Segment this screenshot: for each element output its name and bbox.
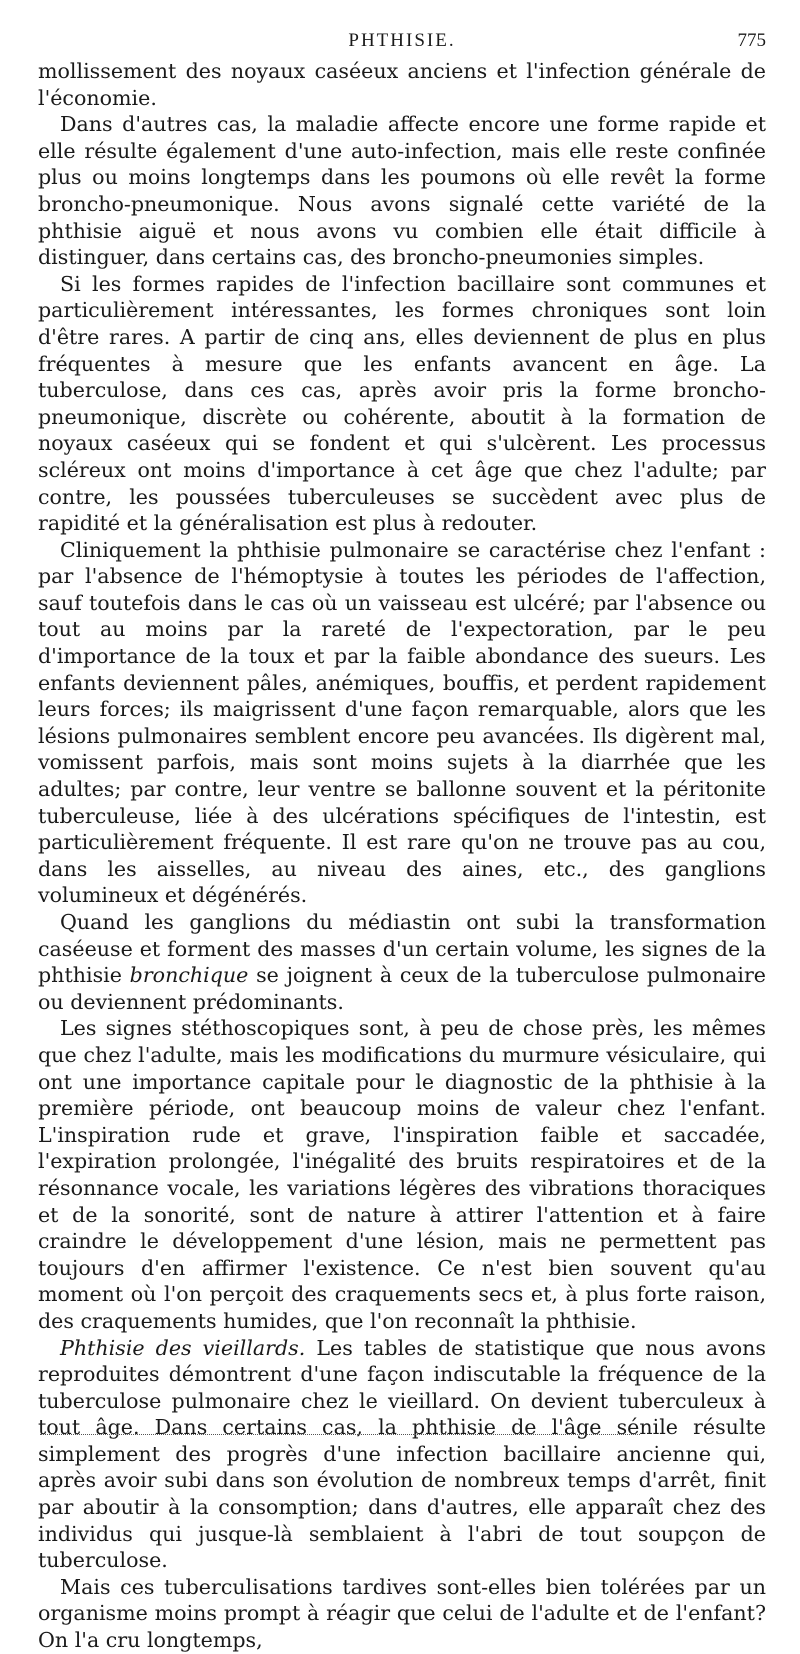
paragraph-clinical-signs: Cliniquement la phthisie pulmonaire se caractérise chez l'enfant : par l'absence de l'hémoptysie à toutes les périodes de l'affection, sauf toutefois dans le cas où un vaisseau est ulcéré; par l'absence ou tout au moins par la rareté de l'expectoration, par le peu d'importance de la toux et par la faible abondance des sueurs. Les enfants deviennent pâles, anémiques, bouffis, et perdent rapidement leurs forces; ils maigrissent d'une façon remarquable, alors que les lésions pulmonaires semblent encore peu avancées. Ils digèrent mal, vomissent parfois, mais sont moins sujets à la diarrhée que les adultes; par contre, leur ventre se ballonne souvent et la péritonite tuberculeuse, liée à des ulcérations spécifiques de l'intestin, est particulièrement fréquente. Il est rare qu'on ne trouve pas au cou, dans les aisselles, au niveau des aines, etc., des ganglions volumineux et dégénérés. xyxy=(38,537,766,908)
paragraph-text: se joignent à ceux de la tuberculose pulmonaire ou deviennent prédominants. xyxy=(38,963,766,1014)
running-title: PHTHISIE. xyxy=(348,30,456,51)
paragraph-late-tuberculosis: Mais ces tuberculisations tardives sont-elles bien tolérées par un organisme moins prompt à réagir que celui de l'adulte et de l'enfant? On l'a cru longtemps, xyxy=(38,1574,766,1653)
paragraph-continuation: mollissement des noyaux caséeux anciens et l'infection générale de l'économie. xyxy=(38,59,766,110)
paragraph-chronic-forms: Si les formes rapides de l'infection bacillaire sont communes et particulièrement intéressantes, les formes chroniques sont loin d'être rares. A partir de cinq ans, elles deviennent de plus en plus fréquentes à mesure que les enfants avancent en âge. La tuberculose, dans ces cas, après avoir pris la forme broncho-pneumonique, discrète ou cohérente, aboutit à la formation de noyaux caséeux qui se fondent et qui s'ulcèrent. Les processus scléreux ont moins d'importance à cet âge que chez l'adulte; par contre, les poussées tuberculeuses se succèdent avec plus de rapidité et la généralisation est plus à redouter. xyxy=(38,271,766,536)
body-text xyxy=(38,58,766,1654)
paragraph-stethoscopic-signs: Les signes stéthoscopiques sont, à peu de chose près, les mêmes que chez l'adulte, mais les modifications du murmure vésiculaire, qui ont une importance capitale pour le diagnostic de la phthisie à la première période, ont beaucoup moins de valeur chez l'enfant. L'inspiration rude et grave, l'inspiration faible et saccadée, l'expiration prolongée, l'inégalité des bruits respiratoires et de la résonnance vocale, les variations légères des vibrations thoraciques et de la sonorité, sont de nature à attirer l'attention et à faire craindre le développement d'une lésion, mais ne permettent pas toujours d'en affirmer l'existence. Ce n'est bien souvent qu'au moment où l'on perçoit des craquements secs et, à plus forte raison, des craquements humides, que l'on reconnaît la phthisie. xyxy=(38,1016,766,1333)
page-number: 775 xyxy=(737,30,766,51)
run-in-heading: Phthisie des vieillards. xyxy=(60,1335,306,1360)
paragraph-text: Quand les ganglions du médiastin ont subi la transformation caséeuse et forment des masses d'un certain volume, les signes de la phthisie xyxy=(38,910,766,988)
book-page xyxy=(38,30,766,1654)
paragraph-mediastinal-ganglia xyxy=(38,909,766,1015)
paragraph-phthisis-elderly xyxy=(38,1335,766,1574)
footer-dotted-rule xyxy=(40,1434,640,1435)
paragraph-broncho-pneumonic-form: Dans d'autres cas, la maladie affecte encore une forme rapide et elle résulte également d'une auto-infection, mais elle reste confinée plus ou moins longtemps dans les poumons où elle revêt la forme broncho-pneumonique. Nous avons signalé cette variété de la phthisie aiguë et nous avons vu combien elle était difficile à distinguer, dans certains cas, des broncho-pneumonies simples. xyxy=(38,112,766,270)
paragraph-text: Les tables de statistique que nous avons reproduites démontrent d'une façon indiscutable la fréquence de la tuberculose pulmonaire chez le vieillard. On devient tuberculeux à tout âge. Dans certains cas, la phthisie de l'âge sénile résulte simplement des progrès d'une infection bacillaire ancienne qui, après avoir subi dans son évolution de nombreux temps d'arrêt, finit par aboutir à la consomption; dans d'autres, elle apparaît chez des individus qui jusque-là semblaient à l'abri de tout soupçon de tuberculose. xyxy=(38,1335,766,1573)
running-head xyxy=(38,30,766,58)
emphasis-bronchique: bronchique xyxy=(129,963,249,988)
